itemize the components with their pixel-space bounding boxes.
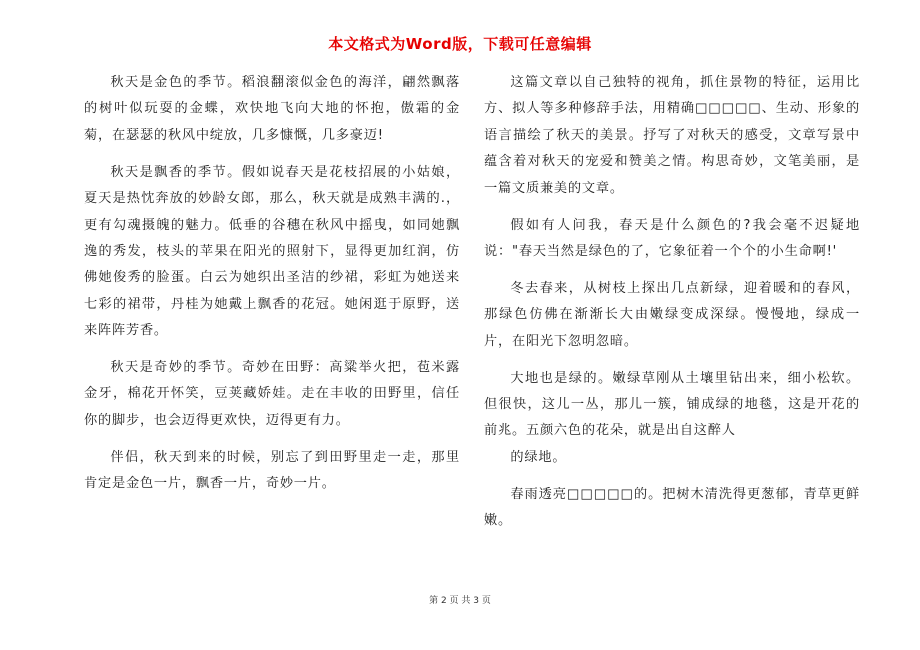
paragraph: 大地也是绿的。嫩绿草刚从土壤里钻出来，细小松软。但很快，这儿一丛，那儿一簇，铺成绿的地毯，这是开花的前兆。五颜六色的花朵，就是出自这醉人 <box>484 370 860 439</box>
paragraph: 冬去春来，从树枝上探出几点新绿，迎着暖和的春风，那绿色仿佛在渐渐长大由嫩绿变成深绿。慢慢地，绿成一片，在阳光下忽明忽暗。 <box>484 280 860 349</box>
paragraph: 伴侣，秋天到来的时候，别忘了到田野里走一走，那里肯定是金色一片，飘香一片，奇妙一片。 <box>84 449 460 492</box>
right-column <box>484 70 860 545</box>
paragraph: 秋天是飘香的季节。假如说春天是花枝招展的小姑娘，夏天是热忱奔放的妙龄女郎，那么，秋天就是成熟丰满的.，更有勾魂摄魄的魅力。低垂的谷穗在秋风中摇曳，如同她飘逸的秀发，枝头的苹果在阳光的照射下，显得更加红润，仿佛她俊秀的脸蛋。白云为她织出圣洁的纱裙，彩虹为她送来七彩的裙带，丹桂为她戴上飘香的花冠。她闲逛于原野，送来阵阵芳香。 <box>84 164 460 339</box>
paragraph: 秋天是奇妙的季节。奇妙在田野：高粱举火把，苞米露金牙，棉花开怀笑，豆荚藏娇娃。走在丰收的田野里，信任你的脚步，也会迈得更欢快，迈得更有力。 <box>84 360 460 428</box>
page-number: 第 2 页 共 3 页 <box>429 596 491 606</box>
paragraph: 假如有人问我，春天是什么颜色的?我会毫不迟疑地说："春天当然是绿色的了，它象征着一个个的小生命啊!' <box>484 217 860 259</box>
paragraph: 这篇文章以自己独特的视角，抓住景物的特征，运用比方、拟人等多种修辞手法，用精确□□□□□、生动、形象的语言描绘了秋天的美景。抒写了对秋天的感受，文章写景中蕴含着对秋天的宠爱和赞美之情。构思奇妙，文笔美丽，是一篇文质兼美的文章。 <box>484 75 860 196</box>
paragraph: 秋天是金色的季节。稻浪翻滚似金色的海洋，翩然飘落的树叶似玩耍的金蝶，欢快地飞向大地的怀抱，傲霜的金菊，在瑟瑟的秋风中绽放，几多慷慨，几多豪迈! <box>84 75 460 143</box>
left-column <box>84 70 460 508</box>
paragraph: 春雨透亮□□□□□的。把树木清洗得更葱郁，青草更鲜嫩。 <box>484 486 860 529</box>
document-header <box>0 33 920 54</box>
page-footer <box>0 593 920 606</box>
paragraph-continuation: 的绿地。 <box>510 449 567 465</box>
header-text: 本文格式为Word版，下载可任意编辑 <box>328 35 592 53</box>
